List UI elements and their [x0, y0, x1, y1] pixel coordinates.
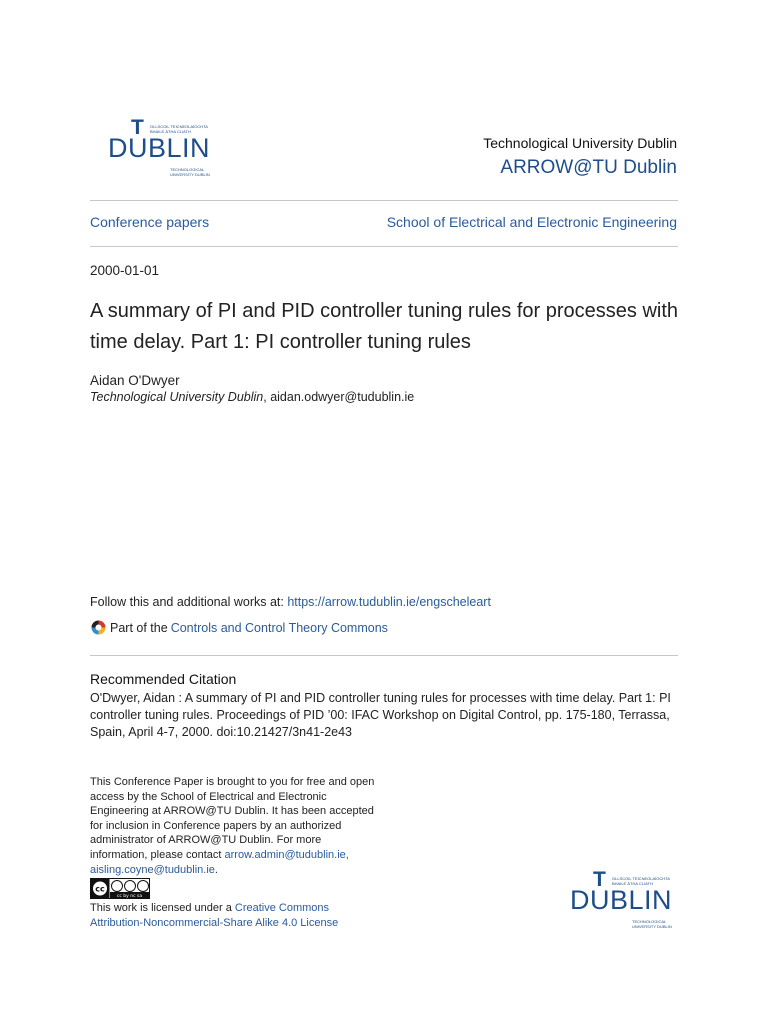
contact-period: .	[214, 863, 218, 876]
contact-admin-link[interactable]: arrow.admin@tudublin.ie,	[224, 848, 349, 861]
divider-nav	[90, 246, 678, 247]
author-name: Aidan O'Dwyer	[90, 373, 180, 388]
follow-prefix: Follow this and additional works at:	[90, 595, 288, 609]
paper-title: A summary of PI and PID controller tuning rules for processes with time delay. Part 1: PI controller tuning rules	[90, 300, 679, 353]
affiliation-name: Technological University Dublin	[90, 390, 264, 404]
citation-text: O'Dwyer, Aidan : A summary of PI and PID controller tuning rules for processes with time delay. Part 1: PI controller tuning rules. Proceedings of PID ’00: IFAC Workshop on Digital Control, pp. 175-180, Terrassa, Spain, April 4-7, 2000. doi:10.21427/3n41-2e43	[90, 691, 671, 739]
license-prefix: This work is licensed under a	[90, 902, 235, 914]
access-statement	[90, 775, 380, 877]
citation-heading: Recommended Citation	[90, 671, 237, 687]
author-email: , aidan.odwyer@tudublin.ie	[263, 390, 415, 404]
contact-coyne-link[interactable]: aisling.coyne@tudublin.ie	[90, 863, 215, 876]
series-url-link[interactable]: https://arrow.tudublin.ie/engscheleart	[287, 595, 491, 609]
logo-tagline-bottom: TECHNOLOGICAL UNIVERSITY DUBLIN	[632, 919, 672, 929]
cc-license-badge[interactable]	[90, 878, 150, 899]
license-link[interactable]: Creative Commons Attribution-Noncommercial-Share Alike 4.0 License	[90, 902, 339, 929]
part-of-prefix: Part of the	[110, 620, 168, 635]
logo-wordmark: DUBLIN	[570, 885, 673, 915]
logo-wordmark: DUBLIN	[108, 133, 211, 163]
logo-t-mark: T	[593, 868, 606, 891]
logo-tagline-bottom: TECHNOLOGICAL UNIVERSITY DUBLIN	[170, 167, 210, 177]
conference-papers-link[interactable]: Conference papers	[90, 214, 210, 230]
part-of-line	[90, 619, 388, 636]
university-name: Technological University Dublin	[483, 135, 677, 151]
publication-date: 2000-01-01	[90, 263, 160, 278]
school-link[interactable]: School of Electrical and Electronic Engineering	[386, 214, 677, 230]
repository-link[interactable]: ARROW@TU Dublin	[500, 157, 677, 178]
author-affiliation	[90, 390, 414, 404]
tu-dublin-logo-footer	[566, 868, 678, 934]
commons-network-icon	[90, 619, 107, 636]
divider-citation	[90, 655, 678, 656]
tu-dublin-logo	[104, 116, 216, 182]
logo-t-mark: T	[131, 116, 144, 139]
access-text: This Conference Paper is brought to you for free and open access by the School of Electrical and Electronic Engineering at ARROW@TU Dublin. It has been accepted for inclusion in Conference papers by an authorized administrator of ARROW@TU Dublin. For more information, please contact	[90, 776, 375, 861]
commons-link[interactable]: Controls and Control Theory Commons	[170, 620, 388, 635]
follow-line	[90, 595, 491, 609]
logo-tagline-top: OLLSCOIL TEICNEOLAÍOCHTA BHAILE ÁTHA CLIATH	[150, 124, 208, 134]
divider-top	[90, 200, 678, 201]
logo-tagline-top: OLLSCOIL TEICNEOLAÍOCHTA BHAILE ÁTHA CLIATH	[612, 876, 670, 886]
svg-text:cc: cc	[95, 884, 105, 894]
license-statement	[90, 901, 380, 930]
cc-badge-text: cc by nc sa	[116, 894, 143, 899]
